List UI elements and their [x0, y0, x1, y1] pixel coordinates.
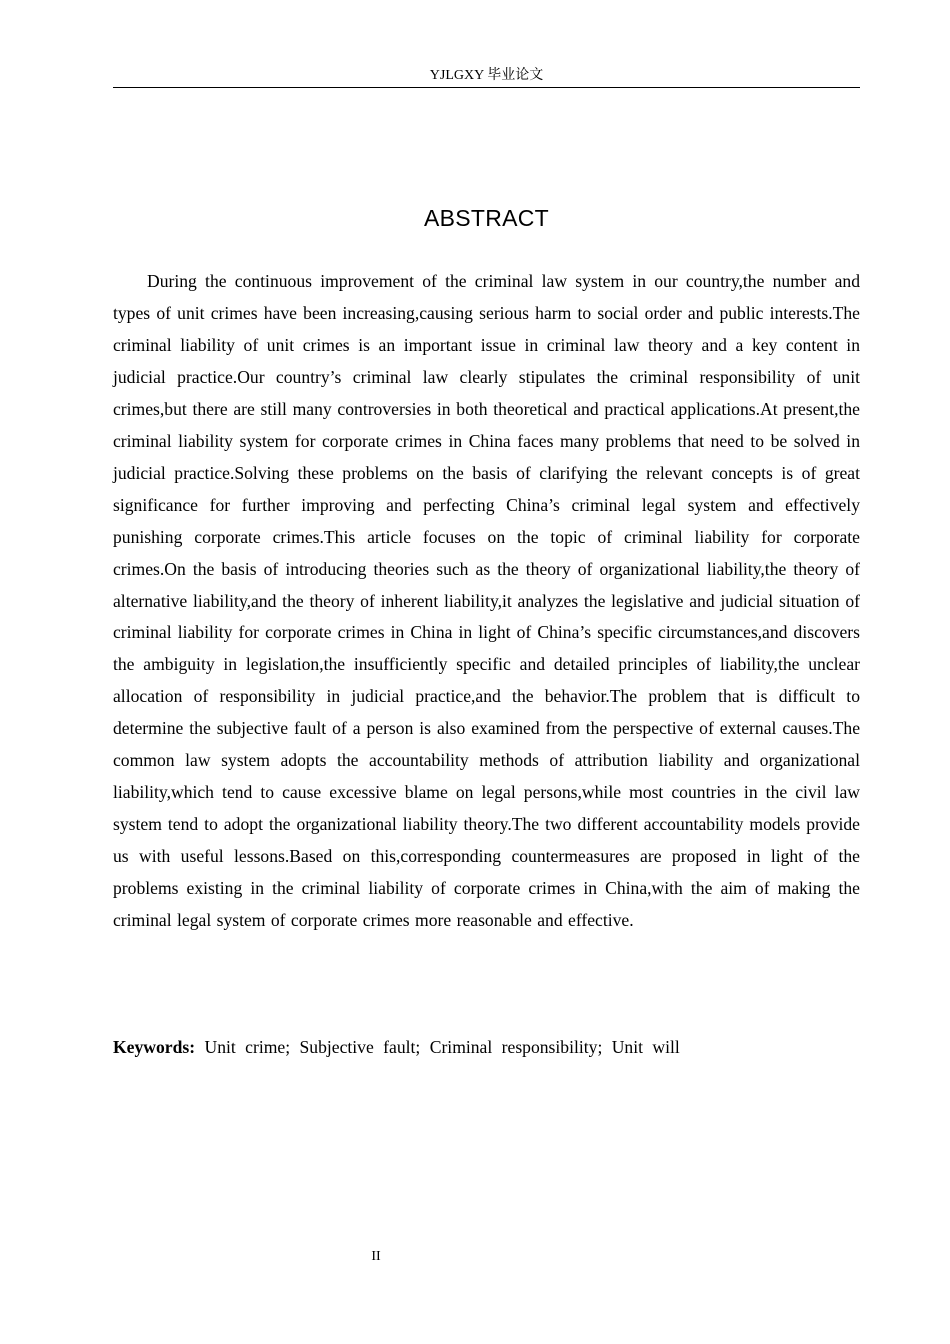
abstract-body: During the continuous improvement of the criminal law system in our country,the number and types of unit crimes have been increasing,causing serious harm to social order and public interests.The criminal liability of unit crimes is an important issue in criminal law theory and a key content in judicial practice.Our country’s criminal law clearly stipulates the criminal responsibility of unit crimes,but there are still many controversies in both theoretical and practical applications.At present,the criminal liability system for corporate crimes in China faces many problems that need to be solved in judicial practice.Solving these problems on the basis of clarifying the relevant concepts is of great significance for further improving and perfecting China’s criminal legal system and effectively punishing corporate crimes.This article focuses on the topic of criminal liability for corporate crimes.On the basis of introducing theories such as the theory of organizational liability,the theory of alternative liability,and the theory of inherent liability,it analyzes the legislative and judicial situation of criminal liability for corporate crimes in China in light of China’s specific circumstances,and discovers the ambiguity in legislation,the insufficiently specific and detailed principles of liability,the unclear allocation of responsibility in judicial practice,and the behavior.The problem that is difficult to determine the subjective fault of a person is also examined from the perspective of external causes.The common law system adopts the accountability methods of attribution liability and organizational liability,which tend to cause excessive blame on legal persons,while most countries in the civil law system tend to adopt the organizational liability theory.The two different accountability models provide us with useful lessons.Based on this,corresponding countermeasures are proposed in light of the problems existing in the criminal liability of corporate crimes in China,with the aim of making the criminal legal system of corporate crimes more reasonable and effective.: [113, 271, 860, 931]
header-divider: [113, 87, 860, 88]
abstract-title: ABSTRACT: [423, 205, 550, 231]
page-number: II: [371, 1249, 381, 1264]
keywords-label: Keywords:: [113, 1037, 196, 1057]
keywords-line: [113, 1032, 860, 1064]
keywords-value: Unit crime; Subjective fault; Criminal responsibility; Unit will: [204, 1037, 680, 1057]
running-header: YJLGXY 毕业论文: [429, 68, 544, 83]
